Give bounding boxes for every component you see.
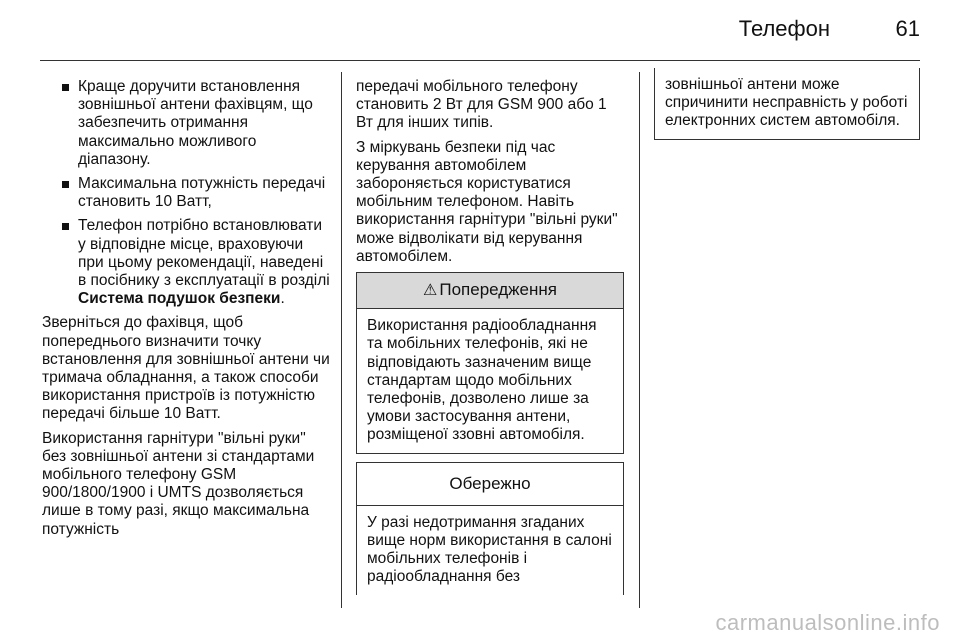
paragraph: передачі мобільного телефону становить 2 Вт для GSM 900 або 1 Вт для інших типів. <box>356 78 607 132</box>
square-bullet-icon <box>62 223 69 230</box>
column-1 <box>42 78 330 545</box>
caution-body-continued: зовнішньої антени може спричинити несправність у роботі електронних систем автомобіля. <box>665 76 908 130</box>
page-title: Телефон <box>738 16 830 41</box>
column-3 <box>654 68 920 148</box>
warning-box <box>356 272 624 454</box>
warning-body: Використання радіообладнання та мобільних телефонів, які не відповідають зазначеним вище стандартам щодо мобільних телефонів, дозволено лише за умови застосування антени, розміщеної ззовні автомобіля. <box>367 317 597 444</box>
column-divider-1 <box>341 72 342 608</box>
square-bullet-icon <box>62 84 69 91</box>
bullet-item: Максимальна потужність передачі становить 10 Ватт, <box>42 175 330 211</box>
paragraph: Зверніться до фахівця, щоб попереднього визначити точку встановлення для зовнішньої антени чи тримача обладнання, а також способи використання пристроїв із потужністю передачі більше 10 Ватт. <box>42 314 330 423</box>
page-number: 61 <box>895 16 920 41</box>
paragraph: З міркувань безпеки під час керування автомобілем забороняється користуватися мобільним телефоном. Навіть використання гарнітури "вільні руки" може відволікати від керування автомобілем. <box>356 138 618 265</box>
header-divider <box>40 60 920 61</box>
square-bullet-icon <box>62 181 69 188</box>
caution-body: У разі недотримання згаданих вище норм використання в салоні мобільних телефонів і радіообладнання без <box>367 513 612 586</box>
column-divider-2 <box>639 72 640 608</box>
warning-triangle-icon: ⚠ <box>423 282 438 300</box>
warning-header: ⚠ Попередження <box>357 273 623 309</box>
column-2 <box>356 78 624 603</box>
caution-box-continued <box>654 68 920 140</box>
section-reference: Система подушок безпеки <box>78 290 281 308</box>
watermark: carmanualsonline.info <box>715 610 940 635</box>
caution-box <box>356 462 624 595</box>
paragraph: Використання гарнітури "вільні руки" без зовнішньої антени зі стандартами мобільного телефону GSM 900/1800/1900 і UMTS дозволяється лише в тому разі, якщо максимальна потужність <box>42 429 315 538</box>
bullet-item: Краще доручити встановлення зовнішньої антени фахівцям, що забезпечить отримання максимально можливого діапазону. <box>42 78 330 169</box>
caution-header: Обережно <box>357 463 623 506</box>
bullet-item: Телефон потрібно встановлювати у відповідне місце, враховуючи при цьому рекомендації, наведені в посібнику з експлуатації в розділі Система подушок безпеки. <box>42 217 330 308</box>
